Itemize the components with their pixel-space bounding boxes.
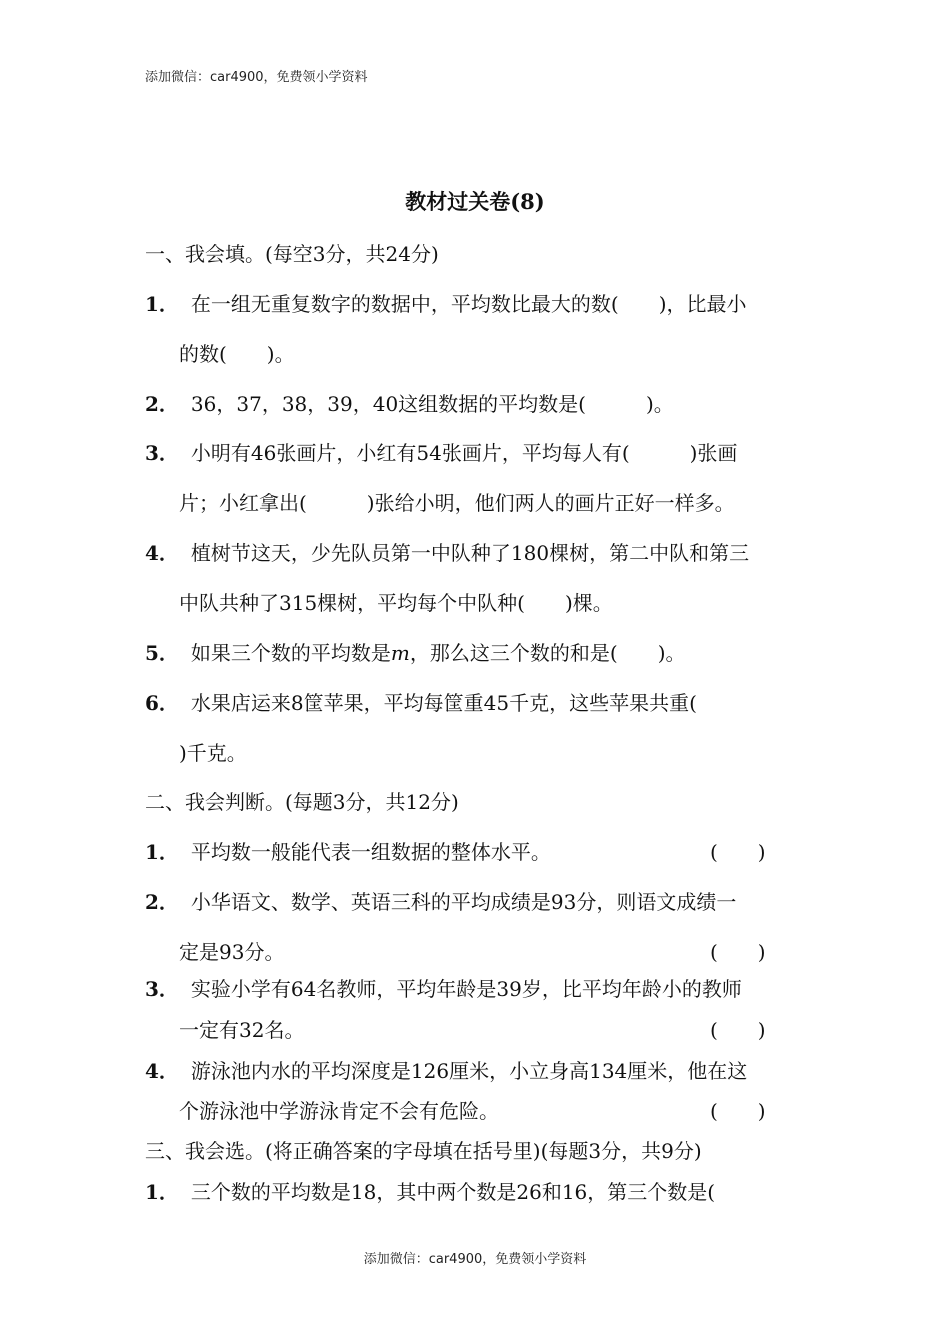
section3-heading: 三、我会选。(将正确答案的字母填在括号里)(每题3分，共9分)	[145, 1139, 702, 1163]
s1-q1-line2: 的数( )。	[179, 342, 295, 366]
question-number: 1．	[145, 840, 179, 864]
question-number: 2．	[145, 392, 179, 416]
question-text: 如果三个数的平均数是	[190, 641, 391, 665]
answer-paren: ( )	[710, 1018, 766, 1042]
variable-m: m	[390, 641, 410, 665]
s2-q4-line1	[145, 1055, 747, 1084]
question-number: 3．	[145, 977, 179, 1001]
question-text: 在一组无重复数字的数据中，平均数比最大的数( )，比最小	[190, 292, 747, 316]
question-text: 平均数一般能代表一组数据的整体水平。	[190, 840, 551, 864]
answer-paren: ( )	[710, 1099, 766, 1123]
page-title: 教材过关卷(8)	[405, 189, 545, 214]
question-text: 小明有46张画片，小红有54张画片，平均每人有( )张画	[190, 441, 738, 465]
s1-q4-line2: 中队共种了315棵树，平均每个中队种( )棵。	[179, 591, 613, 615]
question-number: 4．	[145, 1059, 179, 1083]
s2-q1-line1	[145, 836, 551, 865]
s2-q2-line2: 定是93分。	[179, 940, 285, 964]
watermark-header: 添加微信：car4900，免费领小学资料	[145, 70, 368, 85]
question-text: 植树节这天，少先队员第一中队种了180棵树，第二中队和第三	[190, 541, 750, 565]
question-text: 水果店运来8筐苹果，平均每筐重45千克，这些苹果共重(	[190, 691, 697, 715]
s2-q2-line1	[145, 886, 736, 915]
s2-q3-line2: 一定有32名。	[179, 1018, 305, 1042]
answer-paren: ( )	[710, 840, 766, 864]
question-number: 6．	[145, 691, 179, 715]
question-text: 小华语文、数学、英语三科的平均成绩是93分，则语文成绩一	[190, 890, 737, 914]
question-number: 2．	[145, 890, 179, 914]
s1-q2-line1	[145, 388, 674, 417]
question-text: 三个数的平均数是18，其中两个数是26和16，第三个数是(	[190, 1180, 716, 1204]
question-number: 5．	[145, 641, 179, 665]
question-text: 36，37，38，39，40这组数据的平均数是( )。	[190, 392, 674, 416]
question-number: 1．	[145, 292, 179, 316]
s1-q6-line1	[145, 687, 697, 716]
s1-q3-line1	[145, 437, 737, 466]
s2-q3-line1	[145, 973, 742, 1002]
s1-q4-line1	[145, 537, 749, 566]
s1-q3-line2: 片；小红拿出( )张给小明，他们两人的画片正好一样多。	[179, 491, 735, 515]
question-text: 游泳池内水的平均深度是126厘米，小立身高134厘米，他在这	[190, 1059, 748, 1083]
s3-q1-line1	[145, 1176, 715, 1205]
watermark-footer: 添加微信：car4900，免费领小学资料	[363, 1252, 587, 1267]
question-text: 实验小学有64名教师，平均年龄是39岁，比平均年龄小的教师	[190, 977, 742, 1001]
question-text: ，那么这三个数的和是( )。	[409, 641, 686, 665]
s1-q5-line1	[145, 637, 686, 666]
question-number: 3．	[145, 441, 179, 465]
section1-heading: 一、我会填。(每空3分，共24分)	[145, 242, 439, 266]
section2-heading: 二、我会判断。(每题3分，共12分)	[145, 790, 459, 814]
question-number: 1．	[145, 1180, 179, 1204]
s2-q4-line2: 个游泳池中学游泳肯定不会有危险。	[179, 1099, 499, 1123]
question-number: 4．	[145, 541, 179, 565]
answer-paren: ( )	[710, 940, 766, 964]
s1-q6-line2: )千克。	[179, 741, 247, 765]
s1-q1-line1	[145, 288, 747, 317]
